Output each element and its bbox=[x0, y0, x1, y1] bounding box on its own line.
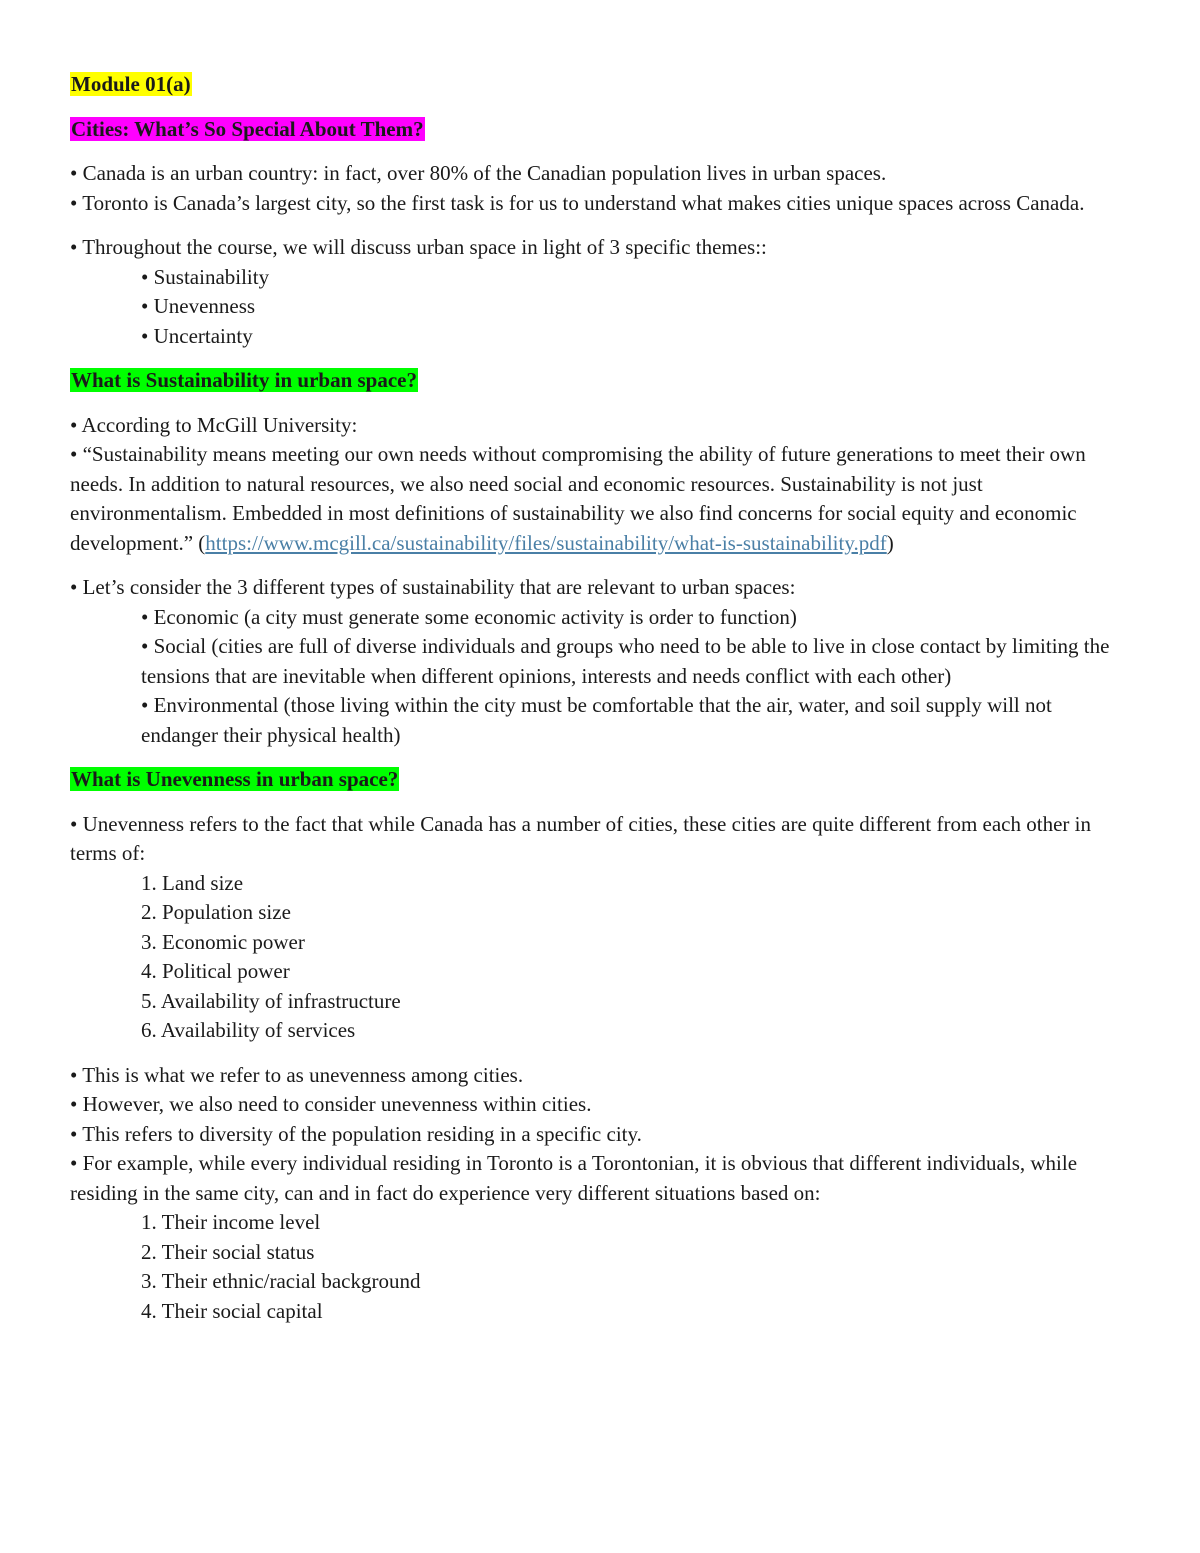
section-heading-unevenness: What is Unevenness in urban space? bbox=[71, 767, 399, 791]
document-page bbox=[70, 70, 1130, 1326]
quote-close: ) bbox=[886, 530, 894, 555]
section3-heading-line bbox=[70, 765, 1130, 795]
numbered-item: 4. Their social capital bbox=[141, 1298, 323, 1323]
quote-paragraph bbox=[70, 440, 1130, 558]
paragraph: • Toronto is Canada’s largest city, so the first task is for us to understand what makes cities unique spaces across Canada. bbox=[70, 190, 1085, 215]
section2-heading-line bbox=[70, 366, 1130, 396]
paragraph: • This is what we refer to as unevenness among cities. bbox=[70, 1062, 524, 1087]
sustainability-type-item: • Environmental (those living within the city must be comfortable that the air, water, and soil supply will not endanger their physical health) bbox=[141, 693, 1052, 747]
paragraph: • Canada is an urban country: in fact, over 80% of the Canadian population lives in urban spaces. bbox=[70, 161, 887, 185]
section-heading-sustainability: What is Sustainability in urban space? bbox=[71, 368, 418, 392]
paragraph: • Let’s consider the 3 different types of sustainability that are relevant to urban spaces: bbox=[70, 575, 796, 599]
sustainability-type-item: • Social (cities are full of diverse individuals and groups who need to be able to live in close contact by limiting the tensions that are inevitable when different opinions, interests and needs conflict with each other) bbox=[141, 634, 1110, 688]
quote-text: • “Sustainability means meeting our own needs without compromising the ability of future generations to meet their own needs. In addition to natural resources, we also need social and economic resources. Sustainability is not just environmentalism. Embedded in most definitions of sustainability we also find concerns for social equity and economic development.” ( bbox=[70, 442, 1086, 555]
mcgill-link[interactable]: https://www.mcgill.ca/sustainability/files/sustainability/what-is-sustainability.pdf bbox=[205, 530, 887, 555]
sustainability-type-item: • Economic (a city must generate some economic activity is order to function) bbox=[141, 604, 797, 629]
paragraph: • According to McGill University: bbox=[70, 412, 358, 437]
numbered-item: 1. Their income level bbox=[141, 1210, 321, 1234]
module-title-line bbox=[70, 70, 1130, 100]
theme-item: • Sustainability bbox=[141, 264, 270, 289]
numbered-item: 3. Their ethnic/racial background bbox=[141, 1269, 421, 1293]
numbered-item: 4. Political power bbox=[141, 959, 290, 983]
paragraph: • This refers to diversity of the population residing in a specific city. bbox=[70, 1121, 642, 1146]
numbered-item: 5. Availability of infrastructure bbox=[141, 988, 401, 1013]
theme-item: • Unevenness bbox=[141, 294, 256, 318]
numbered-item: 1. Land size bbox=[141, 870, 244, 895]
paragraph: • Throughout the course, we will discuss urban space in light of 3 specific themes:: bbox=[70, 235, 767, 259]
numbered-item: 2. Population size bbox=[141, 900, 291, 924]
numbered-item: 2. Their social status bbox=[141, 1239, 315, 1264]
numbered-item: 3. Economic power bbox=[141, 929, 305, 954]
paragraph: • For example, while every individual residing in Toronto is a Torontonian, it is obvious that different individuals, while residing in the same city, can and in fact do experience very different situations based on: bbox=[70, 1151, 1078, 1205]
module-title: Module 01(a) bbox=[71, 72, 191, 96]
section-heading-cities: Cities: What’s So Special About Them? bbox=[71, 116, 424, 141]
paragraph: • Unevenness refers to the fact that while Canada has a number of cities, these cities are quite different from each other in terms of: bbox=[70, 811, 1091, 865]
theme-item: • Uncertainty bbox=[141, 323, 253, 348]
section1-heading-line bbox=[70, 115, 1130, 145]
paragraph: • However, we also need to consider unevenness within cities. bbox=[70, 1092, 592, 1116]
numbered-item: 6. Availability of services bbox=[141, 1018, 356, 1042]
